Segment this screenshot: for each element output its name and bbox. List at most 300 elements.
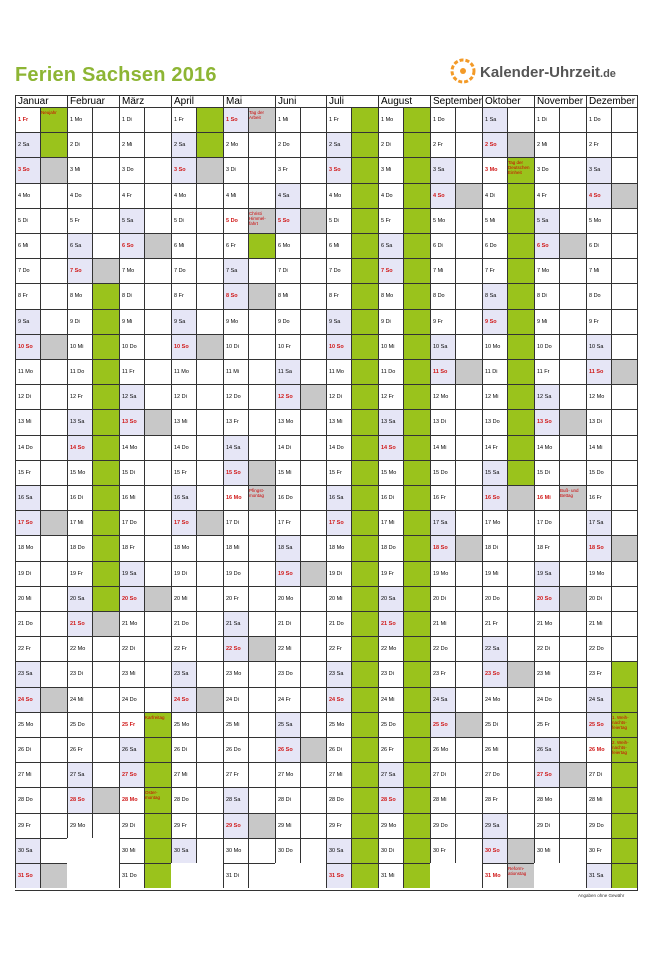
day-cell[interactable] — [534, 233, 586, 258]
day-cell[interactable] — [15, 636, 67, 661]
day-cell[interactable] — [15, 661, 67, 687]
day-cell[interactable] — [326, 863, 378, 888]
day-cell[interactable] — [534, 258, 586, 283]
day-cell[interactable] — [378, 258, 430, 283]
day-cell[interactable] — [430, 737, 482, 762]
day-cell[interactable] — [430, 787, 482, 813]
day-cell[interactable] — [586, 586, 638, 611]
day-cell[interactable] — [15, 561, 67, 586]
day-cell[interactable] — [430, 636, 482, 661]
day-cell[interactable] — [378, 838, 430, 863]
day-cell[interactable] — [15, 687, 67, 712]
day-cell[interactable] — [378, 334, 430, 359]
day-cell[interactable] — [15, 510, 67, 535]
day-cell[interactable] — [275, 132, 326, 157]
day-cell[interactable] — [275, 384, 326, 409]
day-cell[interactable] — [171, 384, 223, 409]
day-cell[interactable] — [171, 535, 223, 561]
day-cell[interactable] — [171, 233, 223, 258]
day-cell[interactable] — [378, 712, 430, 737]
day-cell[interactable] — [67, 107, 119, 132]
day-cell[interactable] — [586, 712, 638, 737]
day-cell[interactable] — [534, 359, 586, 384]
day-cell[interactable] — [482, 661, 534, 687]
day-cell[interactable] — [67, 157, 119, 183]
day-cell[interactable] — [430, 561, 482, 586]
day-cell[interactable] — [223, 107, 275, 132]
day-cell[interactable] — [378, 535, 430, 561]
day-cell[interactable] — [430, 535, 482, 561]
day-cell[interactable] — [171, 334, 223, 359]
day-cell[interactable] — [326, 687, 378, 712]
day-cell[interactable] — [326, 762, 378, 787]
day-cell[interactable] — [223, 762, 275, 787]
day-cell[interactable] — [534, 712, 586, 737]
day-cell[interactable] — [586, 687, 638, 712]
day-cell[interactable] — [430, 586, 482, 611]
day-cell[interactable] — [119, 863, 171, 888]
day-cell[interactable] — [275, 208, 326, 233]
day-cell[interactable] — [119, 838, 171, 863]
day-cell[interactable] — [275, 309, 326, 334]
day-cell[interactable] — [586, 132, 638, 157]
day-cell[interactable] — [482, 208, 534, 233]
day-cell[interactable] — [67, 258, 119, 283]
day-cell[interactable] — [223, 535, 275, 561]
day-cell[interactable] — [586, 561, 638, 586]
day-cell[interactable] — [67, 132, 119, 157]
day-cell[interactable] — [534, 611, 586, 636]
day-cell[interactable] — [15, 309, 67, 334]
day-cell[interactable] — [430, 157, 482, 183]
day-cell[interactable] — [378, 737, 430, 762]
day-cell[interactable] — [171, 258, 223, 283]
day-cell[interactable] — [534, 687, 586, 712]
day-cell[interactable] — [534, 157, 586, 183]
day-cell[interactable] — [223, 510, 275, 535]
day-cell[interactable] — [534, 334, 586, 359]
day-cell[interactable] — [586, 535, 638, 561]
day-cell[interactable] — [326, 561, 378, 586]
day-cell[interactable] — [326, 384, 378, 409]
day-cell[interactable] — [275, 183, 326, 208]
day-cell[interactable] — [223, 409, 275, 435]
day-cell[interactable] — [326, 712, 378, 737]
day-cell[interactable] — [15, 435, 67, 460]
day-cell[interactable] — [67, 208, 119, 233]
day-cell[interactable] — [67, 460, 119, 485]
day-cell[interactable] — [430, 359, 482, 384]
day-cell[interactable] — [586, 485, 638, 510]
day-cell[interactable] — [482, 687, 534, 712]
day-cell[interactable] — [378, 359, 430, 384]
day-cell[interactable] — [430, 687, 482, 712]
day-cell[interactable] — [171, 737, 223, 762]
day-cell[interactable] — [586, 283, 638, 309]
day-cell[interactable] — [67, 561, 119, 586]
day-cell[interactable] — [326, 107, 378, 132]
day-cell[interactable] — [586, 157, 638, 183]
day-cell[interactable] — [482, 183, 534, 208]
day-cell[interactable] — [171, 157, 223, 183]
day-cell[interactable] — [378, 233, 430, 258]
day-cell[interactable] — [119, 636, 171, 661]
day-cell[interactable] — [171, 309, 223, 334]
day-cell[interactable] — [326, 813, 378, 838]
day-cell[interactable] — [482, 435, 534, 460]
day-cell[interactable] — [119, 661, 171, 687]
day-cell[interactable] — [586, 409, 638, 435]
day-cell[interactable] — [482, 737, 534, 762]
day-cell[interactable] — [119, 435, 171, 460]
day-cell[interactable] — [171, 409, 223, 435]
day-cell[interactable] — [275, 787, 326, 813]
day-cell[interactable] — [119, 813, 171, 838]
day-cell[interactable] — [67, 586, 119, 611]
day-cell[interactable] — [223, 661, 275, 687]
day-cell[interactable] — [15, 586, 67, 611]
day-cell[interactable] — [534, 787, 586, 813]
day-cell[interactable] — [223, 838, 275, 863]
day-cell[interactable] — [275, 460, 326, 485]
day-cell[interactable] — [430, 132, 482, 157]
day-cell[interactable] — [430, 334, 482, 359]
day-cell[interactable] — [15, 712, 67, 737]
day-cell[interactable] — [534, 132, 586, 157]
day-cell[interactable] — [430, 384, 482, 409]
day-cell[interactable] — [534, 183, 586, 208]
day-cell[interactable] — [326, 183, 378, 208]
day-cell[interactable] — [15, 359, 67, 384]
day-cell[interactable] — [586, 838, 638, 863]
day-cell[interactable] — [275, 737, 326, 762]
day-cell[interactable] — [586, 435, 638, 460]
day-cell[interactable] — [15, 157, 67, 183]
day-cell[interactable] — [378, 485, 430, 510]
day-cell[interactable] — [378, 435, 430, 460]
day-cell[interactable] — [326, 435, 378, 460]
day-cell[interactable] — [378, 510, 430, 535]
day-cell[interactable] — [482, 838, 534, 863]
day-cell[interactable] — [15, 863, 67, 888]
day-cell[interactable] — [223, 863, 275, 888]
day-cell[interactable] — [171, 183, 223, 208]
day-cell[interactable] — [15, 384, 67, 409]
day-cell[interactable] — [223, 208, 275, 233]
day-cell[interactable] — [119, 208, 171, 233]
day-cell[interactable] — [275, 258, 326, 283]
day-cell[interactable] — [534, 208, 586, 233]
day-cell[interactable] — [482, 510, 534, 535]
day-cell[interactable] — [275, 233, 326, 258]
day-cell[interactable] — [67, 409, 119, 435]
day-cell[interactable] — [586, 460, 638, 485]
day-cell[interactable] — [326, 510, 378, 535]
day-cell[interactable] — [171, 107, 223, 132]
day-cell[interactable] — [482, 258, 534, 283]
day-cell[interactable] — [326, 460, 378, 485]
day-cell[interactable] — [223, 712, 275, 737]
day-cell[interactable] — [67, 611, 119, 636]
day-cell[interactable] — [482, 384, 534, 409]
day-cell[interactable] — [534, 535, 586, 561]
day-cell[interactable] — [67, 510, 119, 535]
day-cell[interactable] — [378, 787, 430, 813]
day-cell[interactable] — [223, 687, 275, 712]
day-cell[interactable] — [534, 636, 586, 661]
day-cell[interactable] — [326, 208, 378, 233]
day-cell[interactable] — [275, 661, 326, 687]
day-cell[interactable] — [378, 283, 430, 309]
day-cell[interactable] — [482, 409, 534, 435]
day-cell[interactable] — [223, 132, 275, 157]
day-cell[interactable] — [119, 384, 171, 409]
day-cell[interactable] — [534, 435, 586, 460]
day-cell[interactable] — [430, 712, 482, 737]
day-cell[interactable] — [326, 611, 378, 636]
day-cell[interactable] — [378, 561, 430, 586]
day-cell[interactable] — [171, 661, 223, 687]
day-cell[interactable] — [223, 183, 275, 208]
day-cell[interactable] — [378, 132, 430, 157]
day-cell[interactable] — [430, 611, 482, 636]
day-cell[interactable] — [67, 737, 119, 762]
day-cell[interactable] — [482, 561, 534, 586]
day-cell[interactable] — [430, 309, 482, 334]
day-cell[interactable] — [378, 636, 430, 661]
day-cell[interactable] — [15, 334, 67, 359]
day-cell[interactable] — [482, 309, 534, 334]
day-cell[interactable] — [378, 586, 430, 611]
day-cell[interactable] — [119, 510, 171, 535]
day-cell[interactable] — [326, 359, 378, 384]
day-cell[interactable] — [223, 586, 275, 611]
day-cell[interactable] — [223, 157, 275, 183]
day-cell[interactable] — [275, 586, 326, 611]
day-cell[interactable] — [119, 233, 171, 258]
day-cell[interactable] — [15, 460, 67, 485]
day-cell[interactable] — [119, 460, 171, 485]
day-cell[interactable] — [275, 334, 326, 359]
day-cell[interactable] — [534, 409, 586, 435]
day-cell[interactable] — [15, 283, 67, 309]
day-cell[interactable] — [119, 183, 171, 208]
day-cell[interactable] — [430, 208, 482, 233]
day-cell[interactable] — [67, 687, 119, 712]
day-cell[interactable] — [326, 535, 378, 561]
day-cell[interactable] — [119, 157, 171, 183]
day-cell[interactable] — [223, 813, 275, 838]
day-cell[interactable] — [171, 208, 223, 233]
day-cell[interactable] — [119, 586, 171, 611]
day-cell[interactable] — [67, 309, 119, 334]
day-cell[interactable] — [275, 687, 326, 712]
day-cell[interactable] — [378, 183, 430, 208]
day-cell[interactable] — [482, 233, 534, 258]
day-cell[interactable] — [430, 813, 482, 838]
day-cell[interactable] — [67, 485, 119, 510]
day-cell[interactable] — [482, 586, 534, 611]
day-cell[interactable] — [378, 762, 430, 787]
day-cell[interactable] — [119, 334, 171, 359]
day-cell[interactable] — [534, 762, 586, 787]
day-cell[interactable] — [119, 107, 171, 132]
day-cell[interactable] — [482, 485, 534, 510]
day-cell[interactable] — [171, 838, 223, 863]
day-cell[interactable] — [119, 258, 171, 283]
day-cell[interactable] — [482, 535, 534, 561]
day-cell[interactable] — [326, 409, 378, 435]
day-cell[interactable] — [586, 762, 638, 787]
day-cell[interactable] — [586, 258, 638, 283]
day-cell[interactable] — [326, 283, 378, 309]
day-cell[interactable] — [326, 258, 378, 283]
day-cell[interactable] — [171, 712, 223, 737]
day-cell[interactable] — [482, 283, 534, 309]
day-cell[interactable] — [534, 283, 586, 309]
day-cell[interactable] — [430, 762, 482, 787]
day-cell[interactable] — [482, 762, 534, 787]
day-cell[interactable] — [586, 233, 638, 258]
day-cell[interactable] — [586, 863, 638, 888]
day-cell[interactable] — [119, 359, 171, 384]
day-cell[interactable] — [378, 661, 430, 687]
day-cell[interactable] — [171, 561, 223, 586]
day-cell[interactable] — [534, 661, 586, 687]
day-cell[interactable] — [119, 561, 171, 586]
day-cell[interactable] — [482, 460, 534, 485]
day-cell[interactable] — [534, 586, 586, 611]
day-cell[interactable] — [326, 586, 378, 611]
day-cell[interactable] — [119, 485, 171, 510]
day-cell[interactable] — [534, 460, 586, 485]
day-cell[interactable] — [378, 107, 430, 132]
day-cell[interactable] — [67, 787, 119, 813]
day-cell[interactable] — [275, 611, 326, 636]
day-cell[interactable] — [15, 813, 67, 838]
day-cell[interactable] — [482, 107, 534, 132]
day-cell[interactable] — [326, 233, 378, 258]
day-cell[interactable] — [223, 283, 275, 309]
day-cell[interactable] — [223, 384, 275, 409]
day-cell[interactable] — [119, 132, 171, 157]
day-cell[interactable] — [119, 787, 171, 813]
day-cell[interactable] — [223, 435, 275, 460]
day-cell[interactable] — [15, 485, 67, 510]
day-cell[interactable] — [430, 460, 482, 485]
day-cell[interactable] — [534, 384, 586, 409]
day-cell[interactable] — [430, 661, 482, 687]
day-cell[interactable] — [15, 208, 67, 233]
day-cell[interactable] — [171, 586, 223, 611]
day-cell[interactable] — [534, 561, 586, 586]
day-cell[interactable] — [15, 535, 67, 561]
day-cell[interactable] — [171, 636, 223, 661]
day-cell[interactable] — [534, 813, 586, 838]
day-cell[interactable] — [223, 561, 275, 586]
day-cell[interactable] — [15, 258, 67, 283]
day-cell[interactable] — [586, 107, 638, 132]
day-cell[interactable] — [482, 132, 534, 157]
day-cell[interactable] — [223, 460, 275, 485]
day-cell[interactable] — [171, 787, 223, 813]
day-cell[interactable] — [534, 510, 586, 535]
day-cell[interactable] — [586, 510, 638, 535]
day-cell[interactable] — [67, 359, 119, 384]
day-cell[interactable] — [67, 813, 119, 838]
day-cell[interactable] — [275, 510, 326, 535]
day-cell[interactable] — [586, 208, 638, 233]
day-cell[interactable] — [430, 409, 482, 435]
day-cell[interactable] — [223, 787, 275, 813]
day-cell[interactable] — [482, 863, 534, 888]
day-cell[interactable] — [67, 233, 119, 258]
day-cell[interactable] — [171, 435, 223, 460]
day-cell[interactable] — [171, 510, 223, 535]
day-cell[interactable] — [223, 611, 275, 636]
day-cell[interactable] — [326, 309, 378, 334]
day-cell[interactable] — [275, 435, 326, 460]
day-cell[interactable] — [15, 132, 67, 157]
day-cell[interactable] — [67, 183, 119, 208]
day-cell[interactable] — [430, 107, 482, 132]
day-cell[interactable] — [378, 157, 430, 183]
day-cell[interactable] — [171, 611, 223, 636]
day-cell[interactable] — [378, 611, 430, 636]
day-cell[interactable] — [223, 359, 275, 384]
day-cell[interactable] — [119, 309, 171, 334]
day-cell[interactable] — [171, 359, 223, 384]
day-cell[interactable] — [586, 813, 638, 838]
day-cell[interactable] — [430, 183, 482, 208]
day-cell[interactable] — [482, 636, 534, 661]
day-cell[interactable] — [15, 611, 67, 636]
day-cell[interactable] — [171, 460, 223, 485]
day-cell[interactable] — [275, 409, 326, 435]
day-cell[interactable] — [586, 611, 638, 636]
day-cell[interactable] — [482, 359, 534, 384]
day-cell[interactable] — [223, 334, 275, 359]
day-cell[interactable] — [275, 485, 326, 510]
day-cell[interactable] — [482, 712, 534, 737]
day-cell[interactable] — [223, 309, 275, 334]
day-cell[interactable] — [586, 661, 638, 687]
day-cell[interactable] — [430, 233, 482, 258]
day-cell[interactable] — [67, 712, 119, 737]
day-cell[interactable] — [171, 132, 223, 157]
day-cell[interactable] — [171, 813, 223, 838]
day-cell[interactable] — [67, 661, 119, 687]
day-cell[interactable] — [275, 712, 326, 737]
day-cell[interactable] — [15, 183, 67, 208]
day-cell[interactable] — [275, 283, 326, 309]
day-cell[interactable] — [586, 384, 638, 409]
day-cell[interactable] — [482, 787, 534, 813]
day-cell[interactable] — [15, 838, 67, 863]
day-cell[interactable] — [430, 435, 482, 460]
day-cell[interactable] — [378, 863, 430, 888]
day-cell[interactable] — [430, 510, 482, 535]
day-cell[interactable] — [275, 359, 326, 384]
day-cell[interactable] — [586, 787, 638, 813]
day-cell[interactable] — [119, 712, 171, 737]
day-cell[interactable] — [67, 435, 119, 460]
day-cell[interactable] — [430, 283, 482, 309]
day-cell[interactable] — [15, 107, 67, 132]
day-cell[interactable] — [119, 762, 171, 787]
day-cell[interactable] — [482, 813, 534, 838]
day-cell[interactable] — [430, 485, 482, 510]
